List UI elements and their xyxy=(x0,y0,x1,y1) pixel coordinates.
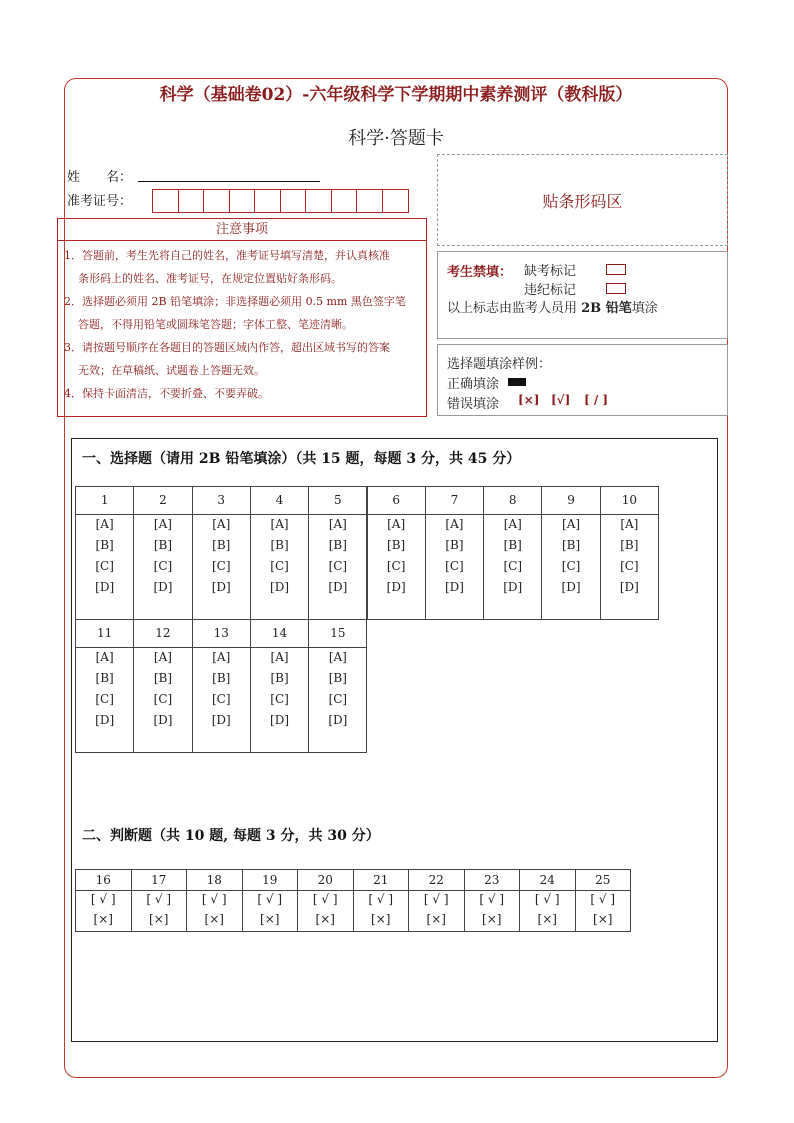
id-digit-box[interactable] xyxy=(281,190,307,212)
question-number: 16 xyxy=(76,870,131,891)
judge-option[interactable]: [×] xyxy=(149,912,169,926)
notice-item-4: 4．保持卡面清洁，不要折叠、不要弄破。 xyxy=(64,387,269,400)
question-number: 17 xyxy=(132,870,187,891)
choice-option[interactable]: [D] xyxy=(444,580,464,594)
id-digit-box[interactable] xyxy=(306,190,332,212)
choice-option[interactable]: [B] xyxy=(503,538,522,552)
choice-option[interactable]: [D] xyxy=(328,580,348,594)
choice-option[interactable]: [B] xyxy=(328,538,347,552)
fill-sample-box xyxy=(437,344,728,416)
judge-question-21 xyxy=(353,869,410,932)
judge-option[interactable]: [×] xyxy=(260,912,280,926)
choice-option[interactable]: [C] xyxy=(445,559,464,573)
section2-title: 二、判断题（共 10 题, 每题 3 分，共 30 分） xyxy=(82,828,380,844)
wrong-mark-1: [×] xyxy=(518,393,540,407)
question-number: 19 xyxy=(243,870,298,891)
choice-option[interactable]: [A] xyxy=(328,650,347,664)
answer-area xyxy=(71,438,718,1042)
judge-question-24 xyxy=(519,869,576,932)
question-number: 15 xyxy=(309,620,366,648)
question-number: 1 xyxy=(76,487,133,515)
choice-option[interactable]: [B] xyxy=(620,538,639,552)
choice-option[interactable]: [A] xyxy=(95,650,114,664)
question-number: 7 xyxy=(426,487,483,515)
choice-option[interactable]: [B] xyxy=(212,671,231,685)
choice-option[interactable]: [B] xyxy=(561,538,581,552)
question-number: 14 xyxy=(251,620,308,648)
choice-option[interactable]: [A] xyxy=(387,517,406,531)
choice-option[interactable]: [D] xyxy=(153,580,173,594)
judge-option[interactable]: [×] xyxy=(93,912,113,926)
choice-option[interactable]: [B] xyxy=(95,538,114,552)
choice-option[interactable]: [A] xyxy=(620,517,639,531)
judge-option[interactable]: [ √ ] xyxy=(479,892,505,906)
notice-item-1: 1．答题前，考生先将自己的姓名，准考证号填写清楚，并认真核准 条形码上的姓名、准考证号，在规定位置贴好条形码。 xyxy=(64,249,390,285)
violation-mark-box[interactable] xyxy=(606,283,626,294)
choice-option[interactable]: [B] xyxy=(270,538,289,552)
choice-option[interactable]: [D] xyxy=(211,713,231,727)
judge-option[interactable]: [×] xyxy=(204,912,224,926)
choice-option[interactable]: [A] xyxy=(270,650,289,664)
question-number: 23 xyxy=(465,870,520,891)
judge-option[interactable]: [ √ ] xyxy=(146,892,172,906)
judge-question-23 xyxy=(464,869,521,932)
judge-option[interactable]: [ √ ] xyxy=(90,892,116,906)
choice-option[interactable]: [C] xyxy=(95,692,114,706)
choice-question-12 xyxy=(133,619,192,753)
choice-option[interactable]: [C] xyxy=(386,559,406,573)
choice-option[interactable]: [D] xyxy=(270,713,290,727)
wrong-mark-2: [√] xyxy=(551,393,571,407)
question-number: 24 xyxy=(520,870,575,891)
wrong-mark-3: [ / ] xyxy=(584,393,609,407)
judge-question-18 xyxy=(186,869,243,932)
notice-item-2: 2．选择题必须用 2B 铅笔填涂；非选择题必须用 0.5 mm 黑色签字笔 答题，不得用铅笔或圆珠笔答题；字体工整、笔迹清晰。 xyxy=(64,295,406,331)
notice-box xyxy=(57,241,427,417)
name-label: 姓 名： xyxy=(67,170,133,185)
choice-option[interactable]: [A] xyxy=(95,517,114,531)
forbid-note: 以上标志由监考人员用 2B 铅笔填涂 xyxy=(447,301,658,316)
choice-option[interactable]: [B] xyxy=(328,671,347,685)
choice-option[interactable]: [D] xyxy=(328,713,348,727)
choice-option[interactable]: [B] xyxy=(153,538,173,552)
choice-option[interactable]: [D] xyxy=(503,580,523,594)
judge-option[interactable]: [ √ ] xyxy=(368,892,394,906)
choice-option[interactable]: [A] xyxy=(503,517,522,531)
question-number: 9 xyxy=(542,487,599,515)
examiner-mark-box xyxy=(437,251,728,339)
choice-option[interactable]: [D] xyxy=(211,580,231,594)
choice-question-3 xyxy=(192,486,251,620)
wrong-fill-label: 错误填涂 xyxy=(447,397,500,412)
question-number: 25 xyxy=(576,870,631,891)
judge-option[interactable]: [×] xyxy=(371,912,391,926)
choice-option[interactable]: [C] xyxy=(153,692,173,706)
choice-option[interactable]: [C] xyxy=(153,559,173,573)
id-digit-box[interactable] xyxy=(332,190,358,212)
absent-mark-label: 缺考标记 xyxy=(524,264,577,279)
section1-title: 一、选择题（请用 2B 铅笔填涂）（共 15 题，每题 3 分，共 45 分） xyxy=(82,451,521,467)
notice-title: 注意事项 xyxy=(57,218,427,241)
id-digit-box[interactable] xyxy=(357,190,383,212)
id-label: 准考证号： xyxy=(67,194,133,209)
choice-option[interactable]: [D] xyxy=(95,713,115,727)
choice-question-5 xyxy=(308,486,367,620)
answer-card-title: 科学·答题卡 xyxy=(348,128,444,149)
name-field[interactable] xyxy=(138,180,320,182)
judge-option[interactable]: [ √ ] xyxy=(257,892,283,906)
question-number: 13 xyxy=(193,620,250,648)
choice-option[interactable]: [C] xyxy=(211,559,231,573)
judge-option[interactable]: [×] xyxy=(593,912,613,926)
id-digit-box[interactable] xyxy=(383,190,409,212)
question-number: 20 xyxy=(298,870,353,891)
choice-option[interactable]: [C] xyxy=(95,559,114,573)
choice-option[interactable]: [A] xyxy=(212,650,231,664)
judge-option[interactable]: [×] xyxy=(537,912,557,926)
choice-option[interactable]: [D] xyxy=(386,580,406,594)
judge-option[interactable]: [×] xyxy=(482,912,502,926)
correct-fill-example xyxy=(508,378,526,386)
choice-question-15 xyxy=(308,619,367,753)
choice-question-14 xyxy=(250,619,309,753)
question-number: 10 xyxy=(601,487,658,515)
question-number: 4 xyxy=(251,487,308,515)
choice-option[interactable]: [C] xyxy=(503,559,523,573)
choice-option[interactable]: [B] xyxy=(212,538,231,552)
choice-option[interactable]: [A] xyxy=(328,517,347,531)
choice-option[interactable]: [C] xyxy=(270,559,289,573)
id-digit-box[interactable] xyxy=(255,190,281,212)
choice-option[interactable]: [C] xyxy=(328,692,348,706)
choice-option[interactable]: [C] xyxy=(561,559,581,573)
judge-option[interactable]: [ √ ] xyxy=(590,892,616,906)
choice-option[interactable]: [D] xyxy=(270,580,290,594)
choice-option[interactable]: [D] xyxy=(619,580,639,594)
choice-question-13 xyxy=(192,619,251,753)
choice-option[interactable]: [D] xyxy=(95,580,115,594)
id-digit-box[interactable] xyxy=(204,190,230,212)
barcode-area xyxy=(437,154,728,246)
notice-item-3: 3．请按题号顺序在各题目的答题区域内作答，超出区域书写的答案 无效；在草稿纸、试题卷上答题无效。 xyxy=(64,341,390,377)
question-number: 5 xyxy=(309,487,366,515)
question-number: 21 xyxy=(354,870,409,891)
judge-question-20 xyxy=(297,869,354,932)
choice-option[interactable]: [A] xyxy=(445,517,464,531)
judge-question-17 xyxy=(131,869,188,932)
barcode-label: 贴条形码区 xyxy=(542,191,623,211)
choice-question-7 xyxy=(425,486,484,620)
choice-option[interactable]: [C] xyxy=(620,559,639,573)
choice-option[interactable]: [B] xyxy=(445,538,464,552)
question-number: 2 xyxy=(134,487,191,515)
exam-title: 科学（基础卷02）-六年级科学下学期期中素养测评（教科版） xyxy=(159,85,633,105)
id-number-boxes[interactable] xyxy=(152,189,409,213)
choice-option[interactable]: [B] xyxy=(153,671,173,685)
choice-option[interactable]: [C] xyxy=(211,692,231,706)
choice-option[interactable]: [A] xyxy=(153,517,172,531)
id-digit-box[interactable] xyxy=(153,190,179,212)
choice-option[interactable]: [A] xyxy=(270,517,289,531)
choice-option[interactable]: [A] xyxy=(212,517,231,531)
judge-question-22 xyxy=(408,869,465,932)
choice-option[interactable]: [A] xyxy=(153,650,172,664)
absent-mark-box[interactable] xyxy=(606,264,626,275)
correct-fill-label: 正确填涂 xyxy=(447,377,500,392)
question-number: 12 xyxy=(134,620,191,648)
sample-title: 选择题填涂样例： xyxy=(447,357,552,372)
question-number: 22 xyxy=(409,870,464,891)
judge-question-16 xyxy=(75,869,132,932)
choice-option[interactable]: [B] xyxy=(270,671,289,685)
judge-option[interactable]: [ √ ] xyxy=(534,892,560,906)
choice-question-9 xyxy=(541,486,600,620)
violation-mark-label: 违纪标记 xyxy=(524,283,577,298)
question-number: 18 xyxy=(187,870,242,891)
judge-question-19 xyxy=(242,869,299,932)
choice-option[interactable]: [C] xyxy=(270,692,289,706)
id-digit-box[interactable] xyxy=(179,190,205,212)
id-digit-box[interactable] xyxy=(230,190,256,212)
choice-question-4 xyxy=(250,486,309,620)
choice-option[interactable]: [B] xyxy=(387,538,406,552)
choice-option[interactable]: [A] xyxy=(562,517,581,531)
choice-option[interactable]: [D] xyxy=(561,580,581,594)
choice-question-11 xyxy=(75,619,134,753)
judge-option[interactable]: [×] xyxy=(315,912,335,926)
question-number: 11 xyxy=(76,620,133,648)
judge-option[interactable]: [ √ ] xyxy=(312,892,338,906)
question-number: 6 xyxy=(368,487,425,515)
choice-question-6 xyxy=(367,486,426,620)
forbid-label: 考生禁填： xyxy=(447,265,513,280)
question-number: 8 xyxy=(484,487,541,515)
choice-option[interactable]: [C] xyxy=(328,559,348,573)
choice-option[interactable]: [D] xyxy=(153,713,173,727)
judge-option[interactable]: [ √ ] xyxy=(201,892,227,906)
question-number: 3 xyxy=(193,487,250,515)
choice-option[interactable]: [B] xyxy=(95,671,114,685)
judge-question-25 xyxy=(575,869,632,932)
choice-question-8 xyxy=(483,486,542,620)
choice-question-1 xyxy=(75,486,134,620)
choice-question-10 xyxy=(600,486,659,620)
choice-question-2 xyxy=(133,486,192,620)
judge-option[interactable]: [ √ ] xyxy=(423,892,449,906)
judge-option[interactable]: [×] xyxy=(426,912,446,926)
